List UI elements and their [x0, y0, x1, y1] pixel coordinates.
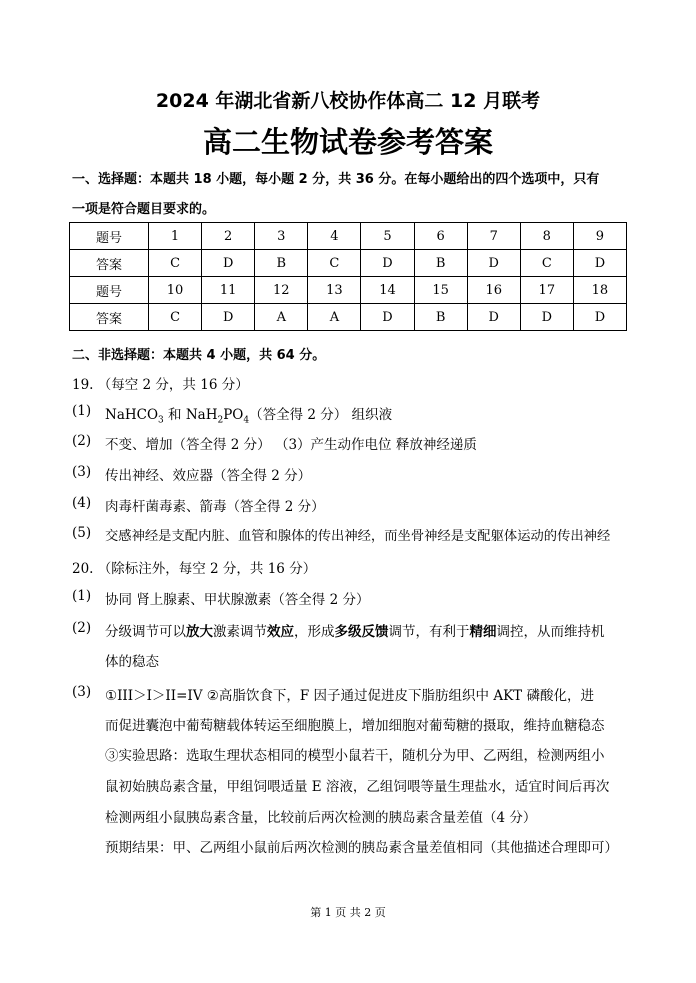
question-number: 5 — [361, 223, 414, 250]
q19-answer-5: 交感神经是支配内脏、血管和腺体的传出神经，而坐骨神经是支配躯体运动的传出神经 — [105, 529, 611, 544]
q19-answer-3: 传出神经、效应器（答全得 2 分） — [105, 468, 312, 484]
answer-text: PO — [223, 407, 244, 423]
answer-cell: D — [467, 304, 520, 331]
q20-answer-3-line5: 检测两组小鼠胰岛素含量，比较前后两次检测的胰岛素含量差值（4 分） — [105, 810, 537, 826]
table-row — [70, 277, 627, 304]
q19-heading: 19. （每空 2 分，共 16 分） — [72, 377, 249, 393]
question-number: 2 — [202, 223, 255, 250]
page-footer: 第 1 页 共 2 页 — [310, 906, 386, 919]
table-label-question: 题号 — [70, 277, 149, 304]
q19-answer-1 — [105, 403, 392, 426]
question-number: 12 — [255, 277, 308, 304]
answer-cell: A — [308, 304, 361, 331]
emphasis-text: 效应 — [267, 624, 294, 640]
section1-instruction-line2: 一项是符合题目要求的。 — [72, 202, 216, 217]
q20-heading: 20. （除标注外，每空 2 分，共 16 分） — [72, 561, 317, 577]
answer-text: 分级调节可以 — [105, 624, 186, 640]
exam-title: 2024 年湖北省新八校协作体高二 12 月联考 — [155, 90, 541, 112]
subscript: 2 — [217, 415, 224, 426]
q20-answer-2-cont: 体的稳态 — [105, 654, 159, 670]
emphasis-text: 放大 — [186, 624, 213, 640]
subscript: 4 — [243, 415, 250, 426]
question-number: 3 — [255, 223, 308, 250]
question-number: 14 — [361, 277, 414, 304]
question-number: 4 — [308, 223, 361, 250]
question-number: 16 — [467, 277, 520, 304]
answer-cell: D — [361, 304, 414, 331]
item-number: (5) — [72, 525, 92, 541]
answer-cell: D — [467, 250, 520, 277]
item-number: (1) — [72, 403, 92, 419]
item-number: (3) — [72, 464, 92, 480]
answer-text: （答全得 2 分） 组织液 — [249, 407, 393, 423]
question-number: 6 — [414, 223, 467, 250]
answer-cell: A — [255, 304, 308, 331]
answer-cell: B — [414, 250, 467, 277]
answer-cell: C — [308, 250, 361, 277]
question-number: 9 — [573, 223, 626, 250]
q20-answer-3-line4: 鼠初始胰岛素含量，甲组饲喂适量 E 溶液，乙组饲喂等量生理盐水，适宜时间后再次 — [105, 779, 610, 795]
answer-text: NaHCO — [105, 407, 159, 423]
table-row — [70, 304, 627, 331]
answer-cell: D — [361, 250, 414, 277]
answer-cell: D — [202, 250, 255, 277]
table-label-answer: 答案 — [70, 250, 149, 277]
q20-answer-2 — [105, 620, 605, 640]
answer-text: 调控，从而维持机 — [496, 624, 605, 640]
answer-cell: D — [520, 304, 573, 331]
q20-answer-1: 协同 肾上腺素、甲状腺激素（答全得 2 分） — [105, 592, 370, 608]
item-number: (3) — [72, 684, 92, 700]
answer-cell: D — [573, 304, 626, 331]
item-number: (2) — [72, 620, 92, 636]
answer-text: 调节，有利于 — [388, 624, 470, 640]
item-number: (2) — [72, 433, 92, 449]
answer-cell: C — [149, 250, 202, 277]
question-number: 15 — [414, 277, 467, 304]
question-number: 17 — [520, 277, 573, 304]
emphasis-text: 多级反馈 — [334, 624, 389, 640]
q19-answer-2: 不变、增加（答全得 2 分） （3）产生动作电位 释放神经递质 — [105, 437, 477, 453]
table-label-answer: 答案 — [70, 304, 149, 331]
answer-text: 和 NaH — [163, 407, 218, 423]
question-number: 8 — [520, 223, 573, 250]
table-row — [70, 250, 627, 277]
item-number: (4) — [72, 495, 92, 511]
answer-cell: D — [573, 250, 626, 277]
answer-table — [69, 222, 627, 331]
subscript: 3 — [158, 415, 164, 426]
answer-cell: C — [149, 304, 202, 331]
q20-answer-3-line3: ③实验思路：选取生理状态相同的模型小鼠若干，随机分为甲、乙两组，检测两组小 — [105, 748, 605, 764]
question-number: 1 — [149, 223, 202, 250]
answer-cell: B — [414, 304, 467, 331]
emphasis-text: 精细 — [469, 624, 497, 640]
table-row — [70, 223, 627, 250]
answer-text: ，形成 — [294, 624, 335, 640]
answer-cell: C — [520, 250, 573, 277]
q20-answer-3-line2: 而促进囊泡中葡萄糖载体转运至细胞膜上，增加细胞对葡萄糖的摄取，维持血糖稳态 — [105, 718, 605, 734]
question-number: 13 — [308, 277, 361, 304]
answer-text: 激素调节 — [213, 624, 267, 640]
answer-cell: D — [202, 304, 255, 331]
item-number: (1) — [72, 588, 92, 604]
q20-answer-3-line1: ①III＞I＞II=IV ②高脂饮食下，F 因子通过促进皮下脂肪组织中 AKT 磷酸化，进 — [105, 688, 594, 704]
section1-instruction-line1: 一、选择题：本题共 18 小题，每小题 2 分，共 36 分。在每小题给出的四个选项中，只有 — [72, 172, 600, 187]
question-number: 18 — [573, 277, 626, 304]
q20-expected-result: 预期结果：甲、乙两组小鼠前后两次检测的胰岛素含量差值相同（其他描述合理即可） — [105, 840, 618, 856]
question-number: 11 — [202, 277, 255, 304]
question-number: 10 — [149, 277, 202, 304]
answer-cell: B — [255, 250, 308, 277]
q19-answer-4: 肉毒杆菌毒素、箭毒（答全得 2 分） — [105, 499, 325, 515]
table-label-question: 题号 — [70, 223, 149, 250]
question-number: 7 — [467, 223, 520, 250]
document-title: 高二生物试卷参考答案 — [202, 125, 493, 159]
section2-heading: 二、非选择题：本题共 4 小题，共 64 分。 — [72, 348, 326, 363]
